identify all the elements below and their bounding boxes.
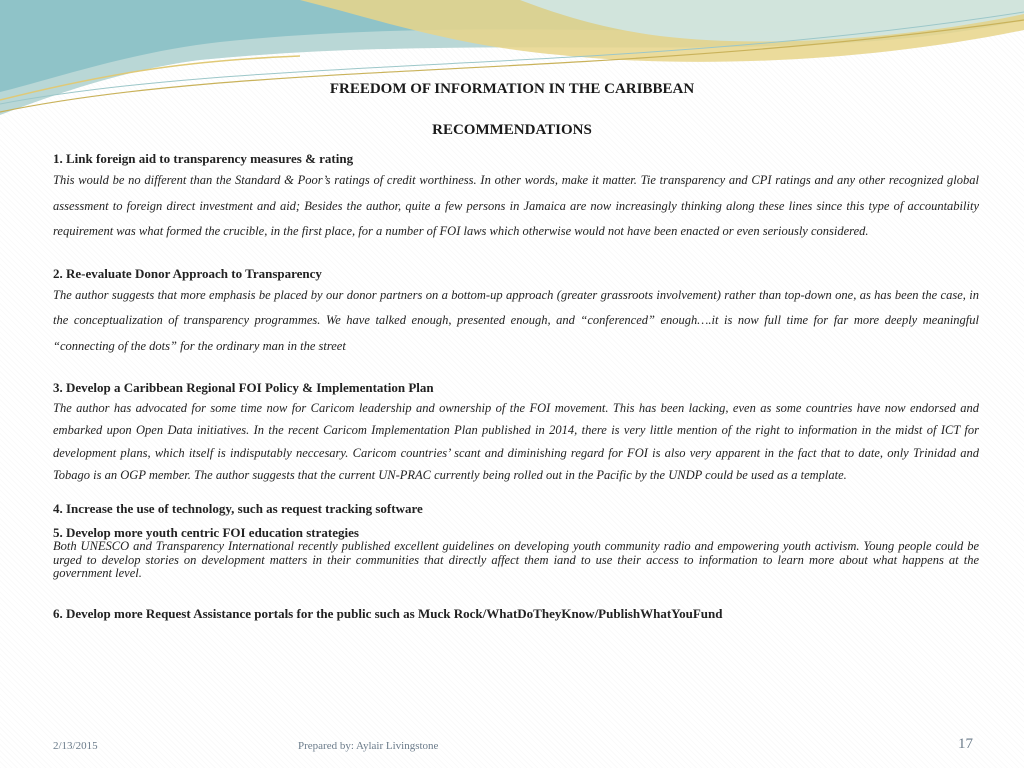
slide-title: FREEDOM OF INFORMATION IN THE CARIBBEAN <box>329 81 695 97</box>
recommendation-item <box>53 500 979 518</box>
page-number: 17 <box>958 736 973 752</box>
slide-subtitle: RECOMMENDATIONS <box>432 122 592 138</box>
recommendation-body: This would be no different than the Standard & Poor’s ratings of credit worthiness. In other words, make it matter. Tie transparency and CPI ratings and any other recognized global assessment to foreign direct investment and aid; Besides the author, quite a few persons in Jamaica are now increasingly thinking along these lines since this type of accountability requirement was what formed the crucible, in the first place, for a number of FOI laws which otherwise would not have been enacted or even seriously considered. <box>53 173 979 238</box>
recommendation-item <box>53 526 979 581</box>
recommendation-heading: 2. Re-evaluate Donor Approach to Transparency <box>53 265 322 281</box>
recommendation-item <box>53 605 979 623</box>
footer-author: Prepared by: Aylair Livingstone <box>298 740 439 752</box>
recommendation-item <box>53 265 979 360</box>
recommendation-item <box>53 379 979 486</box>
decorative-wave-banner <box>0 0 1024 130</box>
recommendation-item <box>53 150 979 245</box>
recommendation-heading: 5. Develop more youth centric FOI education strategies <box>53 525 359 541</box>
recommendation-body: The author has advocated for some time now for Caricom leadership and ownership of the FOI movement. This has been lacking, even as some countries have now endorsed and embarked upon Open Data initiatives. In the recent Caricom Implementation Plan published in 2014, there is very little mention of the right to information in the midst of ICT for development plans, which itself is indisputably neccesary. Caricom countries’ scant and diminishing regard for FOI is also very apparent in the fact that to date, only Trinidad and Tobago is an OGP member. The author suggests that the current UN-PRAC currently being rolled out in the Pacific by the UNDP could be used as a template. <box>53 401 979 482</box>
recommendations-list <box>53 150 979 623</box>
recommendation-body: Both UNESCO and Transparency International recently published excellent guidelines on developing youth community radio and empowering youth activism. Young people could be urged to develop stories on development matters in their communities that directly affect them iand to use their access to information to learn more about what happens at the government level. <box>53 539 979 581</box>
recommendation-heading: 1. Link foreign aid to transparency measures & rating <box>53 151 354 166</box>
footer-date: 2/13/2015 <box>53 740 98 752</box>
recommendation-heading: 4. Increase the use of technology, such as request tracking software <box>53 501 423 517</box>
recommendation-heading: 3. Develop a Caribbean Regional FOI Policy & Implementation Plan <box>53 380 434 395</box>
recommendation-body: The author suggests that more emphasis be placed by our donor partners on a bottom-up approach (greater grassroots involvement) rather than top-down one, as has been the case, in the conceptualization of transparency programmes. We have talked enough, presented enough, and “conferenced” enough….it is now full time for far more deeply meaningful “connecting of the dots” for the ordinary man in the street <box>53 287 979 353</box>
recommendation-heading: 6. Develop more Request Assistance portals for the public such as Muck Rock/WhatDoTheyKnow/PublishWhatYouFund <box>53 605 723 621</box>
